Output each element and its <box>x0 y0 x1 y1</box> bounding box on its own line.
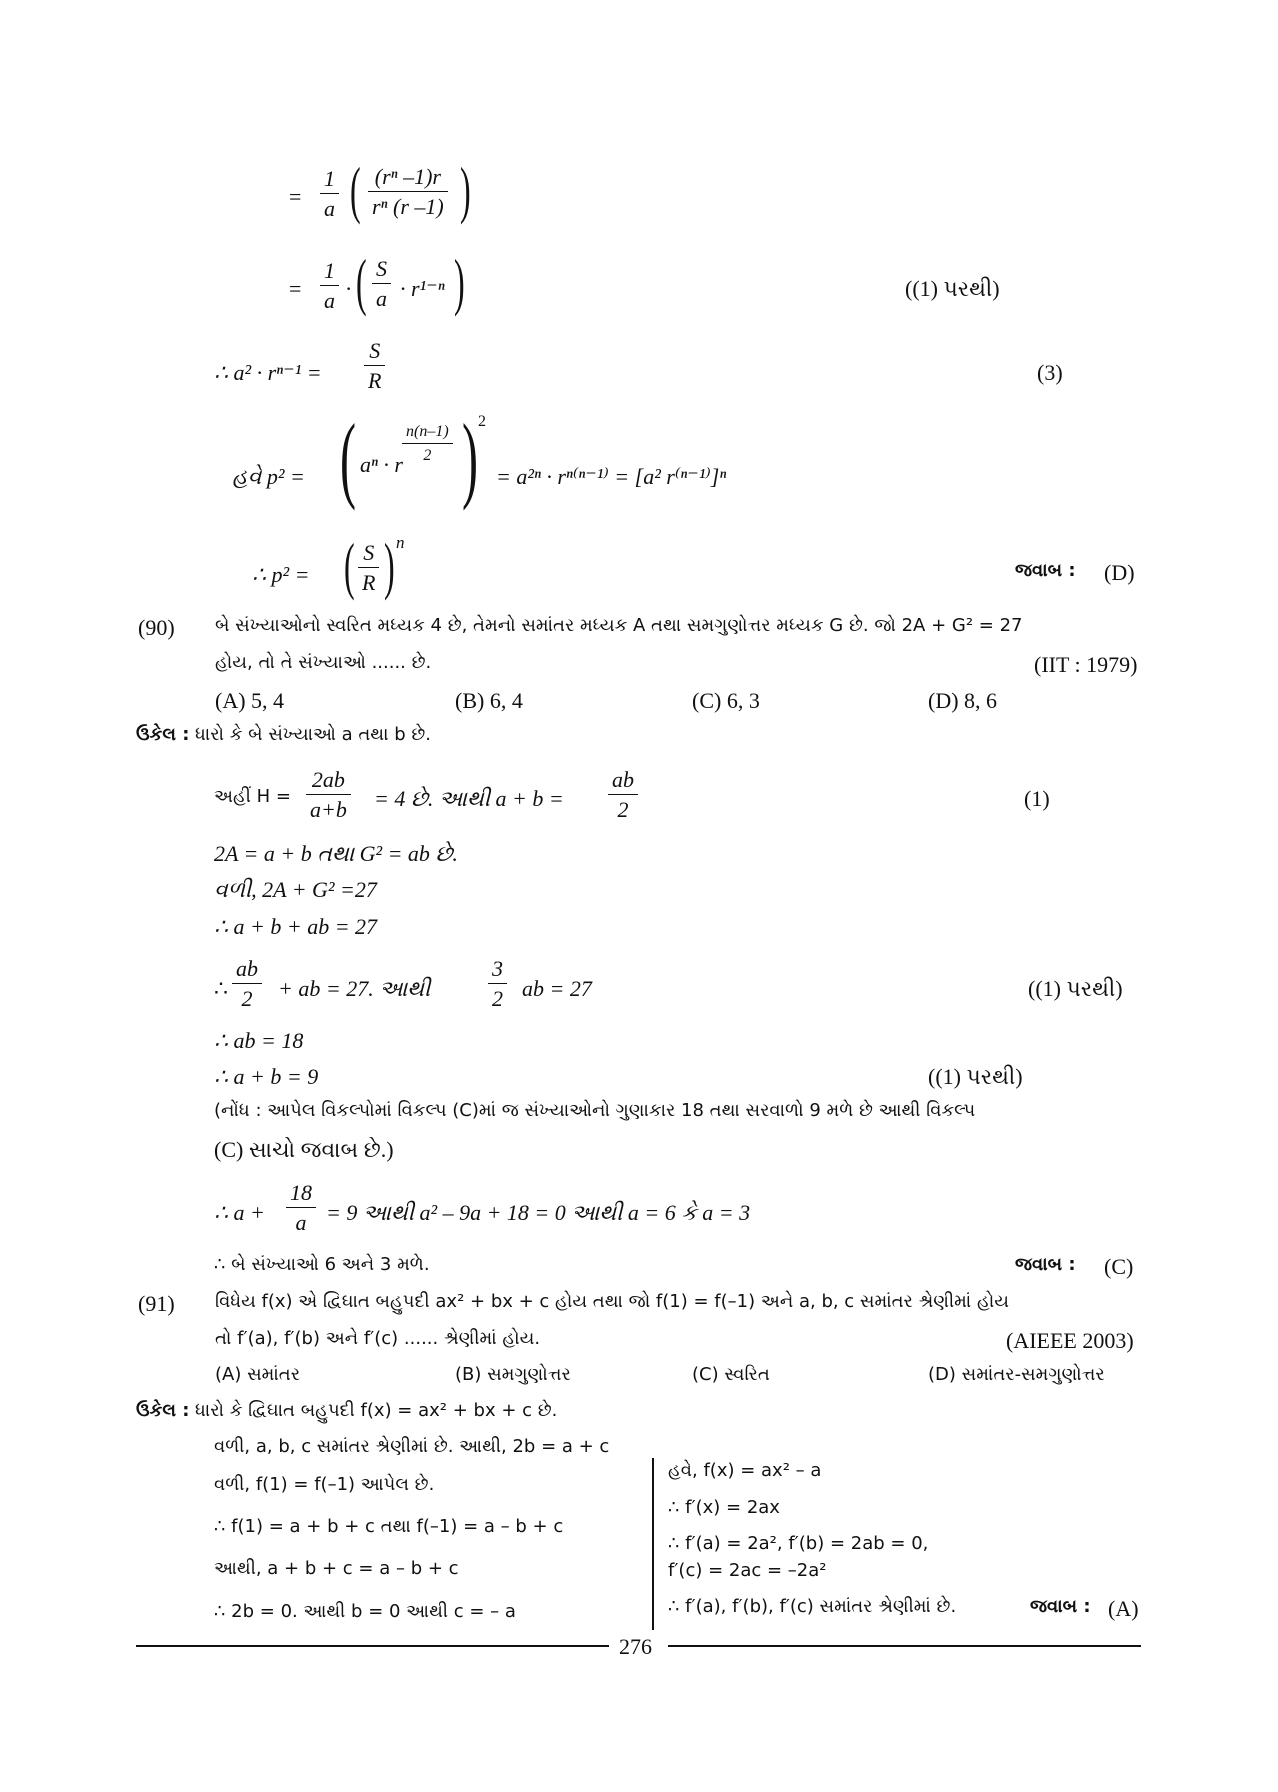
solution-label: ઉકેલ : <box>136 724 190 745</box>
option-d: (D) 8, 6 <box>928 688 998 713</box>
right-column-line: ∴ f′(a) = 2a², f′(b) = 2ab = 0, <box>668 1533 929 1554</box>
question-source: (AIEEE 2003) <box>1006 1328 1134 1353</box>
left-paren: ( <box>340 404 356 511</box>
equation-number: (1) <box>1024 786 1050 811</box>
right-paren: ) <box>462 404 478 511</box>
option-d: (D) સમાંતર-સમગુણોત્તર <box>928 1364 1105 1385</box>
question-number: (90) <box>138 615 175 640</box>
solution-line: ∴ a + b + ab = 27 <box>214 914 378 939</box>
footer-rule-left <box>136 1645 609 1647</box>
fraction-3-over-2: $\frac{3}{2}$ <box>488 958 507 1010</box>
question-text: બે સંખ્યાઓનો સ્વરિત મધ્યક 4 છે, તેમનો સમાંતર મધ્યક A તથા સમગુણોત્તર મધ્યક G છે. જો 2A + G² = 27 <box>215 615 1023 636</box>
right-paren: ) <box>460 154 471 225</box>
left-column-line: આથી, a + b + c = a – b + c <box>214 1558 459 1579</box>
solution-line: વળી, a, b, c સમાંતર શ્રેણીમાં છે. આથી, 2b = a + c <box>214 1436 610 1457</box>
left-paren: ( <box>350 154 361 225</box>
fraction-ab-over-2: $\frac{ab}{2}$ <box>232 958 262 1010</box>
solution-equation: + ab = 27. આથી <box>278 976 431 1001</box>
right-column-line: ∴ f′(a), f′(b), f′(c) સમાંતર શ્રેણીમાં છે. <box>668 1596 957 1617</box>
dot-operator: · <box>345 276 353 301</box>
right-column-line: f′(c) = 2ac = –2a² <box>668 1560 827 1581</box>
note-text: (નોંધ : આપેલ વિકલ્પોમાં વિકલ્પ (C)માં જ સંખ્યાઓનો ગુણાકાર 18 તથા સરવાળો 9 મળે છે આથી વિકલ્પ <box>214 1100 976 1121</box>
question-source: (IIT : 1979) <box>1034 652 1138 677</box>
left-column-line: વળી, f(1) = f(–1) આપેલ છે. <box>214 1474 435 1495</box>
equation-lhs: ∴ a² · rⁿ⁻¹ = <box>214 360 322 385</box>
equation-rhs: = a²ⁿ · rⁿ⁽ⁿ⁻¹⁾ = [a² r⁽ⁿ⁻¹⁾]ⁿ <box>496 464 727 489</box>
option-c: (C) 6, 3 <box>692 688 760 713</box>
solution-equation: = 9 આથી a² – 9a + 18 = 0 આથી a = 6 કે a = 3 <box>326 1200 751 1225</box>
equals-sign: = <box>289 184 302 209</box>
fraction-ab-over-2: $\frac{ab}{2}$ <box>608 769 638 821</box>
column-divider <box>652 1458 654 1630</box>
solution-equation: ab = 27 <box>522 976 592 1001</box>
answer-value: (A) <box>1108 1596 1139 1621</box>
reference-note: ((1) પરથી) <box>928 1064 1023 1089</box>
solution-conclusion: ∴ બે સંખ્યાઓ 6 અને 3 મળે. <box>214 1254 430 1275</box>
fraction-one-over-a: $\frac{1}{a}$ <box>320 168 339 220</box>
fraction-s-over-r: $\frac{S}{R}$ <box>364 340 385 392</box>
equation-number: (3) <box>1037 360 1063 385</box>
left-paren: ( <box>344 530 355 601</box>
exponent-fraction: $\frac{n(n-1)}{2}$ <box>402 424 453 464</box>
option-a: (A) સમાંતર <box>215 1364 301 1385</box>
right-column-line: હવે, f(x) = ax² – a <box>668 1460 822 1481</box>
option-c: (C) સ્વરિત <box>692 1364 770 1385</box>
question-text: વિધેય f(x) એ દ્વિઘાત બહુપદી ax² + bx + c હોય તથા જો f(1) = f(–1) અને a, b, c સમાંતર શ્રેણીમાં હોય <box>215 1291 1009 1312</box>
equation-lhs: હવે p² = <box>232 464 305 489</box>
fraction-18-over-a: $\frac{18}{a}$ <box>286 1182 316 1234</box>
equals-sign: = <box>289 276 302 301</box>
question-number: (91) <box>138 1291 175 1316</box>
option-b: (B) 6, 4 <box>455 688 523 713</box>
fraction-s-over-r: $\frac{S}{R}$ <box>358 542 379 594</box>
power-exponent: n <box>396 533 405 552</box>
equation-lhs: ∴ p² = <box>252 562 310 587</box>
option-a: (A) 5, 4 <box>215 688 285 713</box>
solution-intro: ધારો કે દ્વિઘાત બહુપદી f(x) = ax² + bx + c છે. <box>195 1400 558 1421</box>
answer-value: (D) <box>1104 560 1135 585</box>
h-equation: = 4 છે. આથી a + b = <box>374 786 564 811</box>
solution-intro: ધારો કે બે સંખ્યાઓ a તથા b છે. <box>195 724 432 745</box>
option-b: (B) સમગુણોત્તર <box>455 1364 571 1385</box>
page-number: 276 <box>619 1634 652 1659</box>
solution-line: ∴ a + b = 9 <box>214 1064 319 1089</box>
a-n-r-term: aⁿ · r <box>360 452 403 477</box>
fraction-s-over-a: $\frac{S}{a}$ <box>372 258 391 310</box>
answer-value: (C) <box>1104 1254 1134 1279</box>
question-text: હોય, તો તે સંખ્યાઓ ...... છે. <box>215 652 432 673</box>
solution-line: 2A = a + b તથા G² = ab છે. <box>214 841 458 866</box>
fraction-one-over-a: $\frac{1}{a}$ <box>320 260 339 312</box>
solution-equation: ∴ a + <box>214 1200 265 1225</box>
solution-line: વળી, 2A + G² =27 <box>214 877 377 902</box>
solution-line: ∴ ab = 18 <box>214 1028 304 1053</box>
fraction-rn-expression: $\frac{\text{(rⁿ –1)r}}{\text{rⁿ (r –1)}}$ <box>368 166 448 218</box>
fraction-2ab-over-a-plus-b: $\frac{2ab}{a+b}$ <box>306 769 351 821</box>
left-paren: ( <box>356 246 367 317</box>
right-column-line: ∴ f′(x) = 2ax <box>668 1497 780 1518</box>
left-column-line: ∴ f(1) = a + b + c તથા f(–1) = a – b + c <box>214 1516 564 1537</box>
r-power-term: · r¹⁻ⁿ <box>400 276 445 301</box>
left-column-line: ∴ 2b = 0. આથી b = 0 આથી c = – a <box>214 1601 516 1622</box>
answer-label: જવાબ : <box>1015 560 1076 581</box>
question-text: તો f′(a), f′(b) અને f′(c) ...... શ્રેણીમાં હોય. <box>215 1328 541 1349</box>
footer-rule-right <box>668 1645 1141 1647</box>
right-paren: ) <box>384 530 395 601</box>
therefore-symbol: ∴ <box>214 976 228 1001</box>
h-prefix: અહીં H = <box>214 786 291 807</box>
solution-label: ઉકેલ : <box>136 1400 190 1421</box>
note-text: (C) સાચો જવાબ છે.) <box>214 1137 394 1162</box>
right-paren: ) <box>454 246 465 317</box>
answer-label: જવાબ : <box>1015 1254 1076 1275</box>
reference-note: ((1) પરથી) <box>905 276 1000 301</box>
answer-label: જવાબ : <box>1030 1596 1091 1617</box>
reference-note: ((1) પરથી) <box>1028 976 1123 1001</box>
square-exponent: 2 <box>478 413 486 430</box>
